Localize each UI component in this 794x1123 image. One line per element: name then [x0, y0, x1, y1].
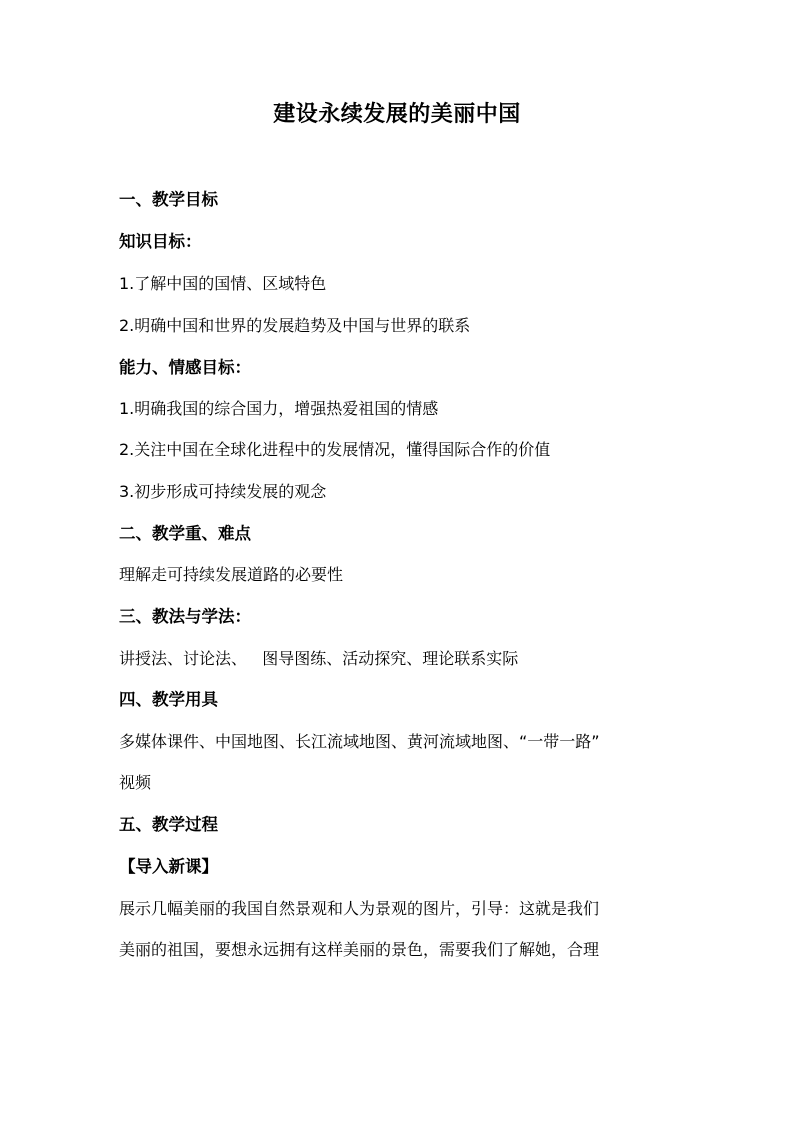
knowledge-goal-item: 1.了解中国的国情、区域特色 — [119, 274, 327, 293]
ability-goal-item: 1.明确我国的综合国力，增强热爱祖国的情感 — [119, 399, 439, 418]
knowledge-goal-item: 2.明确中国和世界的发展趋势及中国与世界的联系 — [119, 316, 471, 335]
teaching-aids-text-line1 — [119, 730, 679, 754]
knowledge-goals-heading: 知识目标： — [119, 232, 202, 251]
ability-goals-heading: 能力、情感目标： — [119, 358, 251, 377]
section-heading-methods: 三、教法与学法： — [119, 607, 251, 626]
methods-text: 讲授法、讨论法、 图导图练、活动探究、理论联系实际 — [119, 649, 519, 668]
ability-goal-item: 2.关注中国在全球化进程中的发展情况，懂得国际合作的价值 — [119, 440, 551, 459]
section-heading-teaching-aids: 四、教学用具 — [119, 690, 218, 709]
lesson-intro-text-line2: 美丽的祖国，要想永远拥有这样美丽的景色，需要我们了解她，合理 — [119, 940, 600, 959]
document-title: 建设永续发展的美丽中国 — [273, 102, 521, 127]
section-heading-teaching-goals: 一、教学目标 — [119, 190, 218, 209]
key-points-text: 理解走可持续发展道路的必要性 — [119, 565, 344, 584]
lesson-intro-text-line1: 展示几幅美丽的我国自然景观和人为景观的图片，引导：这就是我们 — [119, 899, 600, 918]
ability-goal-item: 3.初步形成可持续发展的观念 — [119, 482, 327, 501]
lesson-intro-heading: 【导入新课】 — [119, 857, 218, 876]
teaching-aids-text-line2: 视频 — [119, 773, 152, 792]
teaching-aids-text: 多媒体课件、中国地图、长江流域地图、黄河流域地图、“一带一路” — [119, 732, 600, 751]
section-heading-key-points: 二、教学重、难点 — [119, 524, 251, 543]
section-heading-teaching-process: 五、教学过程 — [119, 815, 218, 834]
